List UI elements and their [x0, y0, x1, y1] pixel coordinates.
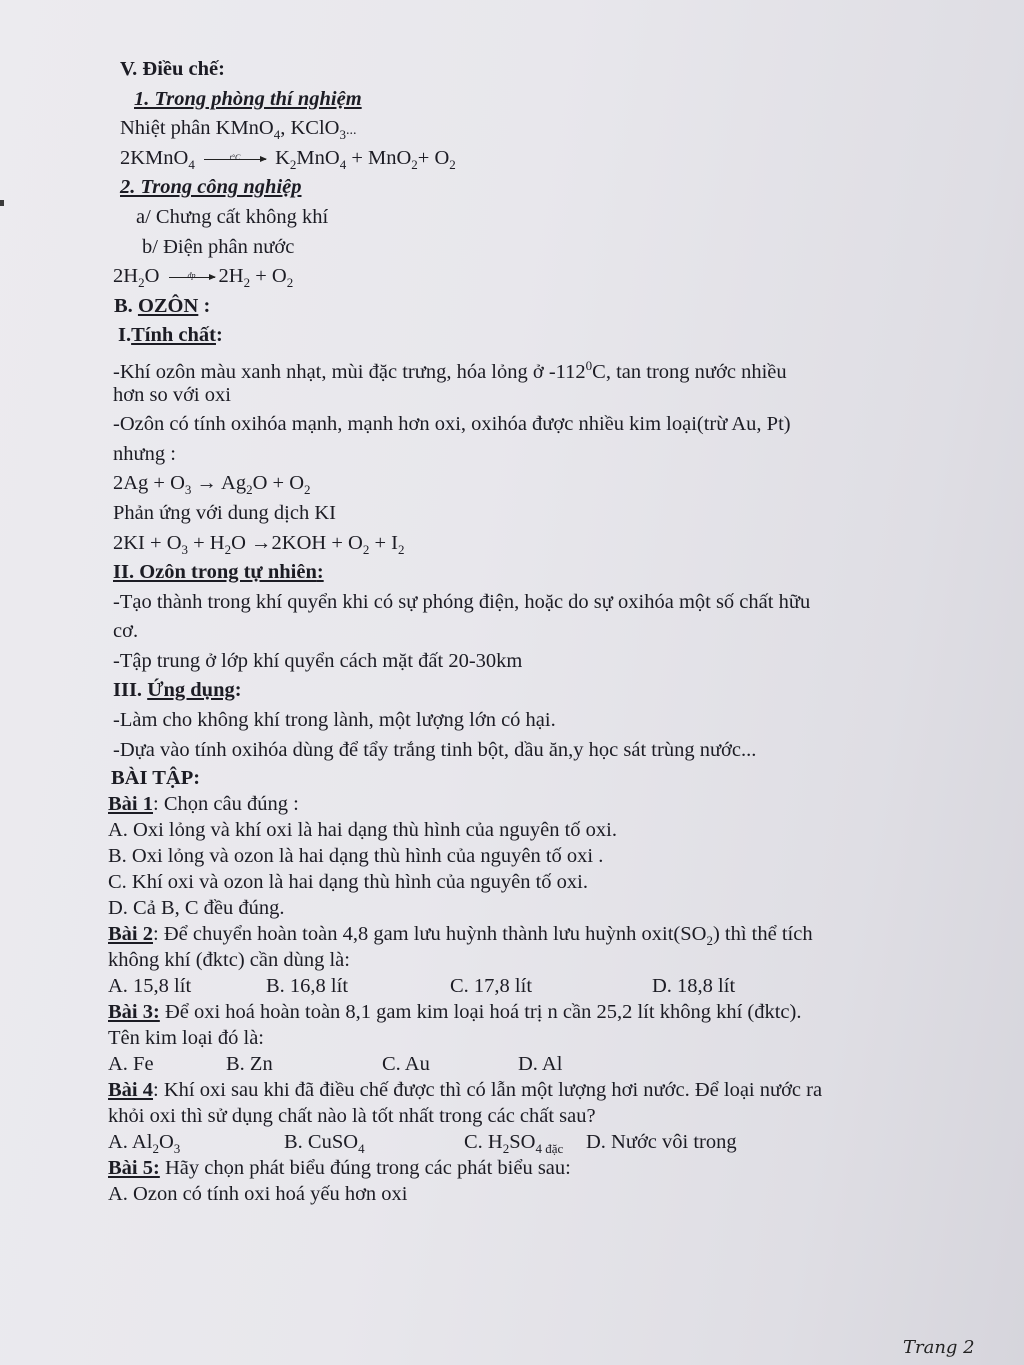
exercise-3-question-line-1: [108, 999, 938, 1025]
exercise-2-label: Bài 2: [108, 923, 153, 946]
exercise-5-text: Hãy chọn phát biểu đúng trong các phát biểu sau:: [159, 1157, 571, 1180]
exercise-2-question-line-1: Bài 2: Để chuyển hoàn toàn 4,8 gam lưu huỳnh thành lưu huỳnh $oxit(SO_2)$ thì thể tích: [108, 923, 813, 949]
exercise-1-option-d: D. Cả B, C đều đúng.: [108, 897, 285, 920]
exercise-2-option-c: C. 17,8 lít: [450, 975, 533, 998]
nature-line-1: -Tạo thành trong khí quyển khi có sự phóng điện, hoặc do sự oxihóa một số chất hữu: [113, 590, 811, 613]
exercise-2-question-line-2: không khí (đktc) cần dùng là:: [108, 949, 350, 972]
exercise-1-option-c: C. Khí oxi và ozon là hai dạng thù hình của nguyên tố oxi.: [108, 871, 588, 894]
lab-text-b: , KClO: [280, 117, 340, 140]
exercise-3-option-b: B. Zn: [226, 1053, 273, 1076]
exercise-4-options: [108, 1129, 938, 1155]
exercises-title: BÀI TẬP:: [111, 767, 201, 790]
property-2-line-1: -Ozôn có tính oxihóa mạnh, mạnh hơn oxi, oxihóa được nhiều kim loại(trừ Au, Pt): [113, 413, 791, 436]
applications-title: [108, 676, 938, 706]
exercise-4-text: : Khí oxi sau khi đã điều chế được thì có lẫn một lượng hơi nước. Để loại nước ra: [153, 1079, 823, 1102]
industry-subtitle: [108, 173, 938, 203]
exercise-3-text: Để oxi hoá hoàn toàn 8,1 gam kim loại hoá trị n cần 25,2 lít không khí (đktc).: [159, 1001, 802, 1024]
exercise-3-options: [108, 1051, 938, 1077]
exercise-5-option-a: A. Ozon có tính oxi hoá yếu hơn oxi: [108, 1183, 408, 1206]
exercise-4-option-c: C. $H_2SO_{4 đặc}$: [464, 1131, 564, 1157]
exercise-2-option-d: D. 18,8 lít: [652, 975, 736, 998]
applications-name: Ứng dụng: [147, 679, 235, 702]
section-v-title: V. Điều chế:: [120, 58, 225, 80]
equation-ki: $2KI + O_3 + H_2O \to 2KOH + O_2 + I_2$: [113, 531, 405, 557]
nature-line-3: -Tập trung ở lớp khí quyển cách mặt đất 20-30km: [113, 649, 523, 672]
equation-electrolysis: $2H_2O$ đp $2H_2 + O_2$: [108, 262, 938, 292]
exercise-4-option-b-text: B. CuSO: [284, 1131, 359, 1154]
exercise-4-option-d: D. Nước vôi trong: [586, 1131, 737, 1154]
exercise-4-label: Bài 4: [108, 1079, 153, 1102]
section-b-suffix: :: [203, 294, 211, 317]
exercise-3-label: Bài 3:: [108, 1001, 160, 1024]
section-b-prefix: B.: [114, 294, 133, 317]
properties-prefix: I.: [118, 324, 132, 347]
section-b-name: OZÔN: [137, 294, 199, 317]
exercise-3-option-c: C. Au: [382, 1053, 430, 1076]
industry-subtitle-text: 2. Trong công nghiệp: [120, 176, 302, 199]
exercise-4-option-a: A. $Al_2O_3$: [108, 1131, 181, 1157]
lab-subtitle: [108, 85, 938, 115]
properties-name: Tính chất: [131, 324, 216, 347]
property-1-line-1: -Khí ozôn màu xanh nhạt, mùi đặc trưng, hóa lỏng ở $-112^0C$, tan trong nước nhiều: [113, 357, 787, 383]
reaction-arrow: [204, 149, 266, 169]
exercise-2-options: [108, 973, 938, 999]
electrolysis-condition: đp: [187, 271, 196, 281]
industry-b: b/ Điện phân nước: [142, 235, 295, 258]
exercise-1-text: : Chọn câu đúng :: [153, 793, 299, 816]
exercise-4-question-line-2: khỏi oxi thì sử dụng chất nào là tốt nhất trong các chất sau?: [108, 1105, 596, 1128]
exercise-5-question: [108, 1155, 938, 1181]
lab-text-a: Nhiệt phân KMnO: [120, 117, 274, 140]
lab-subtitle-text: 1. Trong phòng thí nghiệm: [134, 87, 362, 110]
exercise-1-question: [108, 791, 938, 817]
exercise-5-label: Bài 5:: [108, 1157, 160, 1180]
exercise-3-option-a: A. Fe: [108, 1053, 154, 1076]
lab-text-c: ...: [345, 123, 357, 139]
equation-silver: $2Ag + O_3 \to Ag_2O + O_2$: [113, 472, 311, 498]
industry-a: a/ Chưng cất không khí: [136, 205, 329, 228]
exercise-4-question-line-1: [108, 1077, 938, 1103]
exercise-3-option-d: D. Al: [518, 1053, 563, 1076]
exercise-2-option-a: A. 15,8 lít: [108, 975, 192, 998]
exercise-2-text: : Để chuyển hoàn toàn 4,8 gam lưu huỳnh thành lưu huỳnh oxit(SO: [153, 923, 707, 946]
nature-title: II. Ozôn trong tự nhiên:: [113, 561, 324, 584]
heat-condition: t°C: [229, 153, 241, 163]
lab-method: Nhiệt phân KMnO$_4$, KClO$_3$...: [120, 117, 357, 143]
reaction-arrow: [169, 267, 215, 287]
exercise-1-option-b: B. Oxi lỏng và ozon là hai dạng thù hình của nguyên tố oxi .: [108, 845, 604, 868]
exercise-3-question-line-2: Tên kim loại đó là:: [108, 1027, 264, 1050]
exercise-4-option-b: B. CuSO$_4$: [284, 1131, 365, 1157]
applications-prefix: III.: [113, 679, 143, 702]
edge-mark: [0, 200, 4, 206]
applications-line-1: -Làm cho không khí trong lành, một lượng lớn có hại.: [113, 709, 556, 732]
prop1-text-b: C, tan trong nước nhiều: [592, 360, 787, 383]
nature-line-2: cơ.: [113, 620, 139, 643]
exercise-2-text-end: ) thì thể tích: [712, 923, 813, 946]
applications-suffix: :: [234, 679, 242, 702]
section-b-title: [108, 292, 938, 322]
applications-line-2: -Dựa vào tính oxihóa dùng để tẩy trắng tinh bột, dầu ăn,y học sát trùng nước...: [113, 738, 757, 761]
exercise-4-option-c-sub: 4 đặc: [535, 1141, 564, 1157]
equation-kmno4: 2KMnO$_4$ t°C $K_2MnO_4 + MnO_2+ O_2$: [108, 144, 938, 174]
property-1-line-2: hơn so với oxi: [113, 383, 231, 406]
prop1-text-a: -Khí ozôn màu xanh nhạt, mùi đặc trưng, hóa lỏng ở -112: [113, 360, 586, 383]
property-2-line-2: nhưng :: [113, 442, 176, 465]
ki-reaction-text: Phản ứng với dung dịch KI: [113, 501, 336, 524]
properties-suffix: :: [215, 324, 223, 347]
document-content: [108, 55, 938, 1207]
exercise-1-option-a: A. Oxi lỏng và khí oxi là hai dạng thù hình của nguyên tố oxi.: [108, 819, 618, 842]
nature-title-text: II. Ozôn trong tự nhiên: [113, 561, 317, 584]
exercise-1-label: Bài 1: [108, 793, 153, 816]
properties-title: [108, 321, 938, 351]
exercise-2-option-b: B. 16,8 lít: [266, 975, 349, 998]
page-number-handwritten: Trang 2: [903, 1337, 975, 1358]
